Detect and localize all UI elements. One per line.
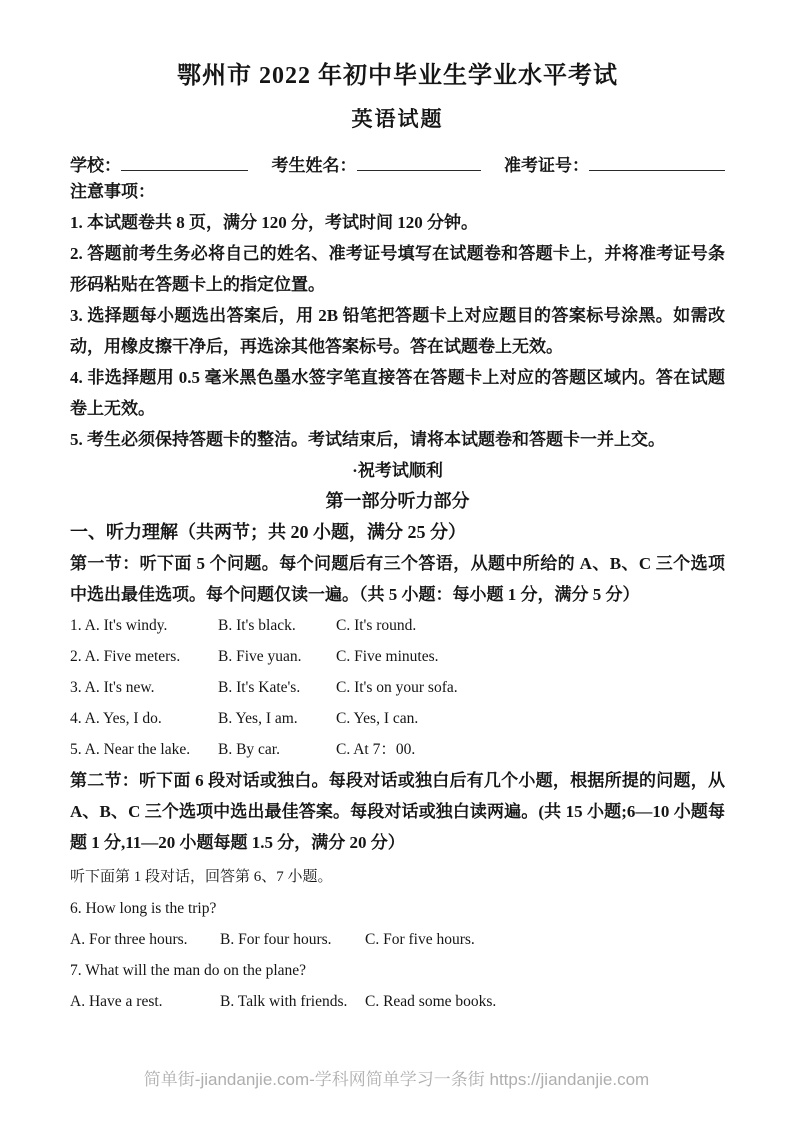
candidate-name-blank-line [357, 156, 481, 171]
item4-option-c: C. Yes, I can. [336, 710, 419, 727]
item4-option-b: B. Yes, I am. [218, 710, 298, 727]
item3-option-a: 3. A. It's new. [70, 679, 155, 696]
part1-heading: 第一部分听力部分 [325, 491, 470, 511]
question-7-stem: 7. What will the man do on the plane? [70, 962, 307, 979]
admission-number-label: 准考证号： [504, 156, 589, 175]
item1-option-c: C. It's round. [336, 617, 417, 634]
listening-part1-intro: 第一节：听下面 5 个问题。每个问题后有三个答语，从题中所给的 A、B、C 三个选项中选出最佳选项。每个问题仅读一遍。（共 5 小题：每小题 1 分，满分 5 分） [70, 554, 725, 604]
listening-part2-intro: 第二节：听下面 6 段对话或独白。每段对话或独白后有几个小题，根据所提的问题，从 A、B、C 三个选项中选出最佳答案。每段对话或独白读两遍。(共 15 小题;6—10 小题每题 1 分,11—20 小题每题 1.5 分，满分 20 分） [70, 771, 725, 852]
question-6-option-c: C. For five hours. [365, 931, 475, 948]
listening-item-row [70, 610, 725, 641]
admission-number-blank-line [589, 156, 725, 171]
school-blank-line [121, 156, 248, 171]
item1-option-a: 1. A. It's windy. [70, 617, 168, 634]
listening-item-row [70, 672, 725, 703]
item3-option-c: C. It's on your sofa. [336, 679, 458, 696]
item1-option-b: B. It's black. [218, 617, 296, 634]
exam-wish: ·祝考试顺利 [352, 461, 443, 480]
notice-item-4: 4. 非选择题用 0.5 毫米黑色墨水签字笔直接答在答题卡上对应的答题区域内。答在试题卷上无效。 [70, 368, 725, 418]
item3-option-b: B. It's Kate's. [218, 679, 301, 696]
question-7-option-a: A. Have a rest. [70, 993, 163, 1010]
item2-option-c: C. Five minutes. [336, 648, 439, 665]
notice-item-2: 2. 答题前考生务必将自己的姓名、准考证号填写在试题卷和答题卡上，并将准考证号条形码粘贴在答题卡上的指定位置。 [70, 244, 725, 294]
item2-option-b: B. Five yuan. [218, 648, 302, 665]
item5-option-c: C. At 7：00. [336, 741, 416, 758]
item2-option-a: 2. A. Five meters. [70, 648, 181, 665]
candidate-name-field [272, 151, 481, 176]
listening-item-row [70, 641, 725, 672]
listening-item-row [70, 703, 725, 734]
listening-section-heading: 一、听力理解（共两节；共 20 小题，满分 25 分） [70, 522, 466, 542]
dialog1-note: 听下面第 1 段对话，回答第 6、7 小题。 [70, 869, 333, 885]
exam-subtitle: 英语试题 [351, 107, 444, 131]
listening-item-row [70, 734, 725, 765]
notice-item-1: 1. 本试题卷共 8 页，满分 120 分，考试时间 120 分钟。 [70, 213, 478, 232]
question-6-stem: 6. How long is the trip? [70, 900, 217, 917]
notice-item-5: 5. 考生必须保持答题卡的整洁。考试结束后，请将本试题卷和答题卡一并上交。 [70, 430, 665, 449]
question-6-options [70, 924, 725, 955]
candidate-fields [70, 150, 725, 176]
question-7-option-b: B. Talk with friends. [220, 993, 348, 1010]
item5-option-a: 5. A. Near the lake. [70, 741, 191, 758]
exam-title: 鄂州市 2022 年初中毕业生学业水平考试 [177, 63, 618, 89]
admission-number-field [504, 151, 725, 176]
question-7-option-c: C. Read some books. [365, 993, 497, 1010]
item5-option-b: B. By car. [218, 741, 280, 758]
notice-heading: 注意事项： [70, 182, 155, 201]
question-6-option-a: A. For three hours. [70, 931, 188, 948]
item4-option-a: 4. A. Yes, I do. [70, 710, 162, 727]
question-7-options [70, 986, 725, 1017]
school-label: 学校： [70, 156, 121, 175]
school-field [70, 151, 248, 176]
watermark-footer: 简单街-jiandanjie.com-学科网简单学习一条街 https://jiandanjie.com [143, 1070, 650, 1089]
candidate-name-label: 考生姓名： [271, 156, 357, 175]
question-6-option-b: B. For four hours. [220, 931, 332, 948]
notice-item-3: 3. 选择题每小题选出答案后，用 2B 铅笔把答题卡上对应题目的答案标号涂黑。如需改动，用橡皮擦干净后，再选涂其他答案标号。答在试题卷上无效。 [70, 306, 725, 356]
